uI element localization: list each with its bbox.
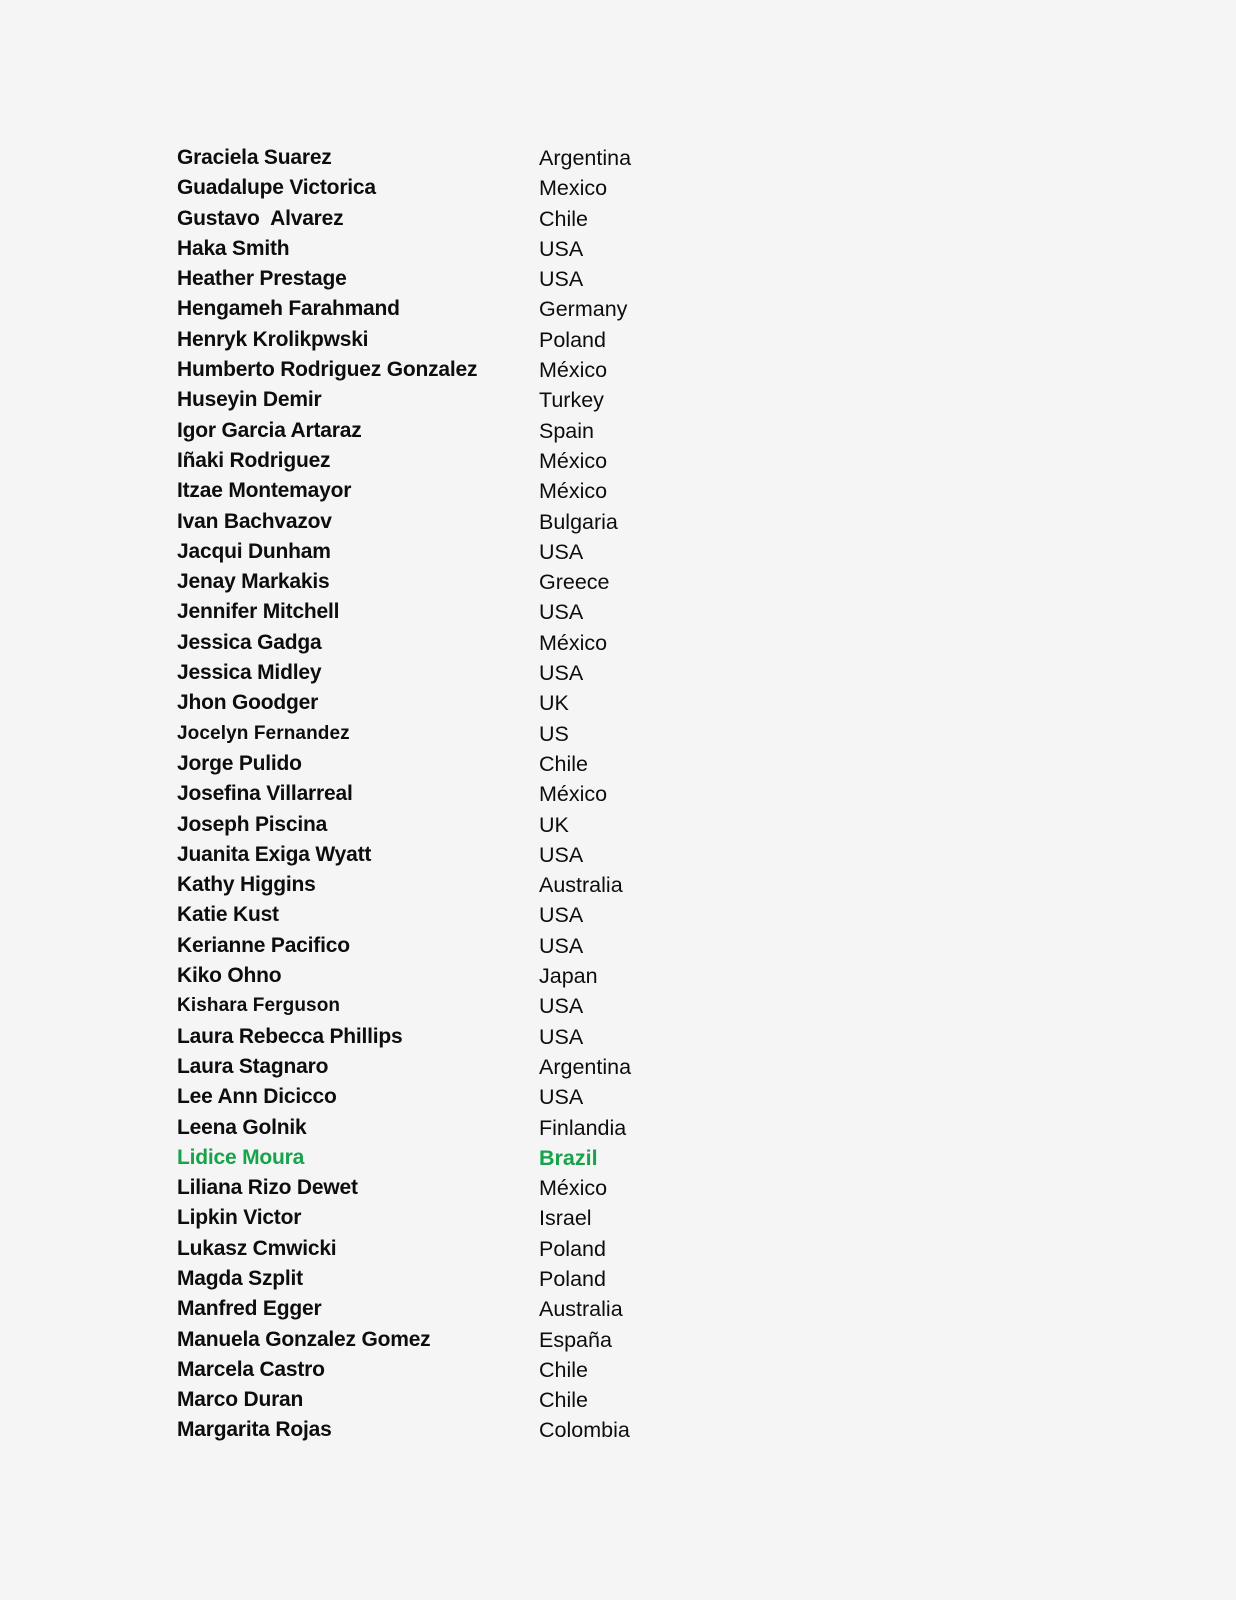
- list-item: [177, 476, 697, 506]
- list-item: [177, 416, 697, 446]
- person-name: Jessica Gadga: [177, 630, 322, 654]
- person-name: Jorge Pulido: [177, 751, 302, 775]
- country: Australia: [539, 873, 623, 898]
- country: Chile: [539, 1388, 588, 1413]
- person-name: Laura Stagnaro: [177, 1054, 329, 1078]
- country: Poland: [539, 1266, 606, 1291]
- country: Spain: [539, 418, 594, 443]
- country: México: [539, 479, 608, 504]
- country: México: [539, 448, 608, 473]
- list-item: [177, 446, 697, 476]
- person-name: Joseph Piscina: [177, 812, 328, 836]
- list-item: [177, 1203, 697, 1233]
- list-item: [177, 931, 697, 961]
- country: México: [539, 358, 608, 383]
- person-name: Manfred Egger: [177, 1297, 322, 1321]
- list-item: [177, 870, 697, 900]
- list-item: [177, 991, 697, 1021]
- country: Chile: [539, 751, 588, 776]
- list-item: [177, 961, 697, 991]
- list-item: [177, 810, 697, 840]
- country: US: [539, 721, 569, 746]
- person-name: Huseyin Demir: [177, 388, 322, 412]
- person-name: Magda Szplit: [177, 1266, 303, 1290]
- person-name: Lipkin Victor: [177, 1206, 302, 1230]
- list-item: [177, 628, 697, 658]
- country: Poland: [539, 1236, 606, 1261]
- list-item: [177, 840, 697, 870]
- person-name: Josefina Villarreal: [177, 782, 353, 806]
- country: México: [539, 1176, 608, 1201]
- list-item-highlighted: [177, 1143, 697, 1173]
- person-name: Henryk Krolikpwski: [177, 327, 369, 351]
- country: USA: [539, 661, 584, 686]
- person-name: Itzae Montemayor: [177, 479, 352, 503]
- person-name: Lee Ann Dicicco: [177, 1085, 337, 1109]
- list-item: [177, 900, 697, 930]
- list-item: [177, 1173, 697, 1203]
- country: USA: [539, 994, 584, 1019]
- country: Bulgaria: [539, 509, 618, 534]
- person-name: Ivan Bachvazov: [177, 509, 332, 533]
- country: España: [539, 1327, 612, 1352]
- person-name: Graciela Suarez: [177, 146, 332, 169]
- list-item: [177, 355, 697, 385]
- person-name: Jennifer Mitchell: [177, 600, 340, 624]
- person-name: Manuela Gonzalez Gomez: [177, 1327, 431, 1351]
- list-item: [177, 1264, 697, 1294]
- person-name: Humberto Rodriguez Gonzalez: [177, 358, 478, 382]
- list-item: [177, 143, 697, 173]
- person-name: Kiko Ohno: [177, 964, 282, 988]
- person-name: Kerianne Pacifico: [177, 933, 350, 957]
- person-name: Lukasz Cmwicki: [177, 1236, 337, 1260]
- list-item: [177, 688, 697, 718]
- person-name: Kishara Ferguson: [177, 995, 341, 1017]
- country: México: [539, 630, 608, 655]
- country: Argentina: [539, 1054, 632, 1079]
- list-item: [177, 1294, 697, 1324]
- country: USA: [539, 236, 584, 261]
- list-item: [177, 173, 697, 203]
- person-name: Marcela Castro: [177, 1357, 325, 1381]
- person-name: Heather Prestage: [177, 267, 347, 291]
- country: USA: [539, 933, 584, 958]
- list-item: [177, 658, 697, 688]
- list-item: [177, 234, 697, 264]
- person-name: Laura Rebecca Phillips: [177, 1024, 403, 1048]
- country: UK: [539, 691, 569, 716]
- country: Chile: [539, 206, 588, 231]
- person-name: Marco Duran: [177, 1388, 304, 1412]
- country: Israel: [539, 1206, 592, 1231]
- list-item: [177, 749, 697, 779]
- country: Germany: [539, 297, 628, 322]
- list-item: [177, 385, 697, 415]
- list-item: [177, 1325, 697, 1355]
- country: Chile: [539, 1357, 588, 1382]
- person-name: Margarita Rojas: [177, 1418, 332, 1442]
- person-name: Iñaki Rodriguez: [177, 448, 331, 472]
- country: Argentina: [539, 146, 632, 170]
- country: USA: [539, 600, 584, 625]
- list-item: [177, 294, 697, 324]
- name-country-list: [177, 143, 697, 1446]
- country: Finlandia: [539, 1115, 627, 1140]
- country: USA: [539, 267, 584, 292]
- person-name: Lidice Moura: [177, 1145, 305, 1169]
- list-item: [177, 325, 697, 355]
- list-item: [177, 1385, 697, 1415]
- country: Turkey: [539, 388, 604, 413]
- person-name: Igor Garcia Artaraz: [177, 418, 362, 442]
- list-item: [177, 779, 697, 809]
- country: USA: [539, 903, 584, 928]
- country: UK: [539, 812, 569, 837]
- list-item: [177, 507, 697, 537]
- list-item: [177, 1022, 697, 1052]
- country: USA: [539, 1024, 584, 1049]
- list-item: [177, 204, 697, 234]
- country: México: [539, 782, 608, 807]
- country: USA: [539, 1085, 584, 1110]
- list-item: [177, 537, 697, 567]
- country: Mexico: [539, 176, 608, 201]
- person-name: Jessica Midley: [177, 661, 322, 685]
- person-name: Guadalupe Victorica: [177, 176, 376, 200]
- list-item: [177, 1415, 697, 1445]
- country: Australia: [539, 1297, 623, 1322]
- list-item: [177, 1082, 697, 1112]
- list-item: [177, 597, 697, 627]
- list-item: [177, 719, 697, 749]
- country: USA: [539, 539, 584, 564]
- country: USA: [539, 842, 584, 867]
- list-item: [177, 264, 697, 294]
- person-name: Juanita Exiga Wyatt: [177, 842, 372, 866]
- country: Japan: [539, 964, 598, 989]
- person-name: Katie Kust: [177, 903, 279, 927]
- person-name: Jocelyn Fernandez: [177, 722, 350, 744]
- person-name: Gustavo Alvarez: [177, 206, 344, 230]
- country: Poland: [539, 327, 606, 352]
- person-name: Haka Smith: [177, 236, 290, 260]
- person-name: Jhon Goodger: [177, 691, 319, 715]
- country: Brazil: [539, 1145, 598, 1170]
- list-item: [177, 567, 697, 597]
- list-item: [177, 1113, 697, 1143]
- person-name: Kathy Higgins: [177, 873, 316, 897]
- list-item: [177, 1052, 697, 1082]
- list-item: [177, 1234, 697, 1264]
- person-name: Jacqui Dunham: [177, 539, 331, 563]
- person-name: Jenay Markakis: [177, 570, 330, 594]
- person-name: Hengameh Farahmand: [177, 297, 400, 321]
- country: Greece: [539, 570, 610, 595]
- country: Colombia: [539, 1418, 630, 1443]
- list-item: [177, 1355, 697, 1385]
- person-name: Liliana Rizo Dewet: [177, 1176, 358, 1200]
- person-name: Leena Golnik: [177, 1115, 307, 1139]
